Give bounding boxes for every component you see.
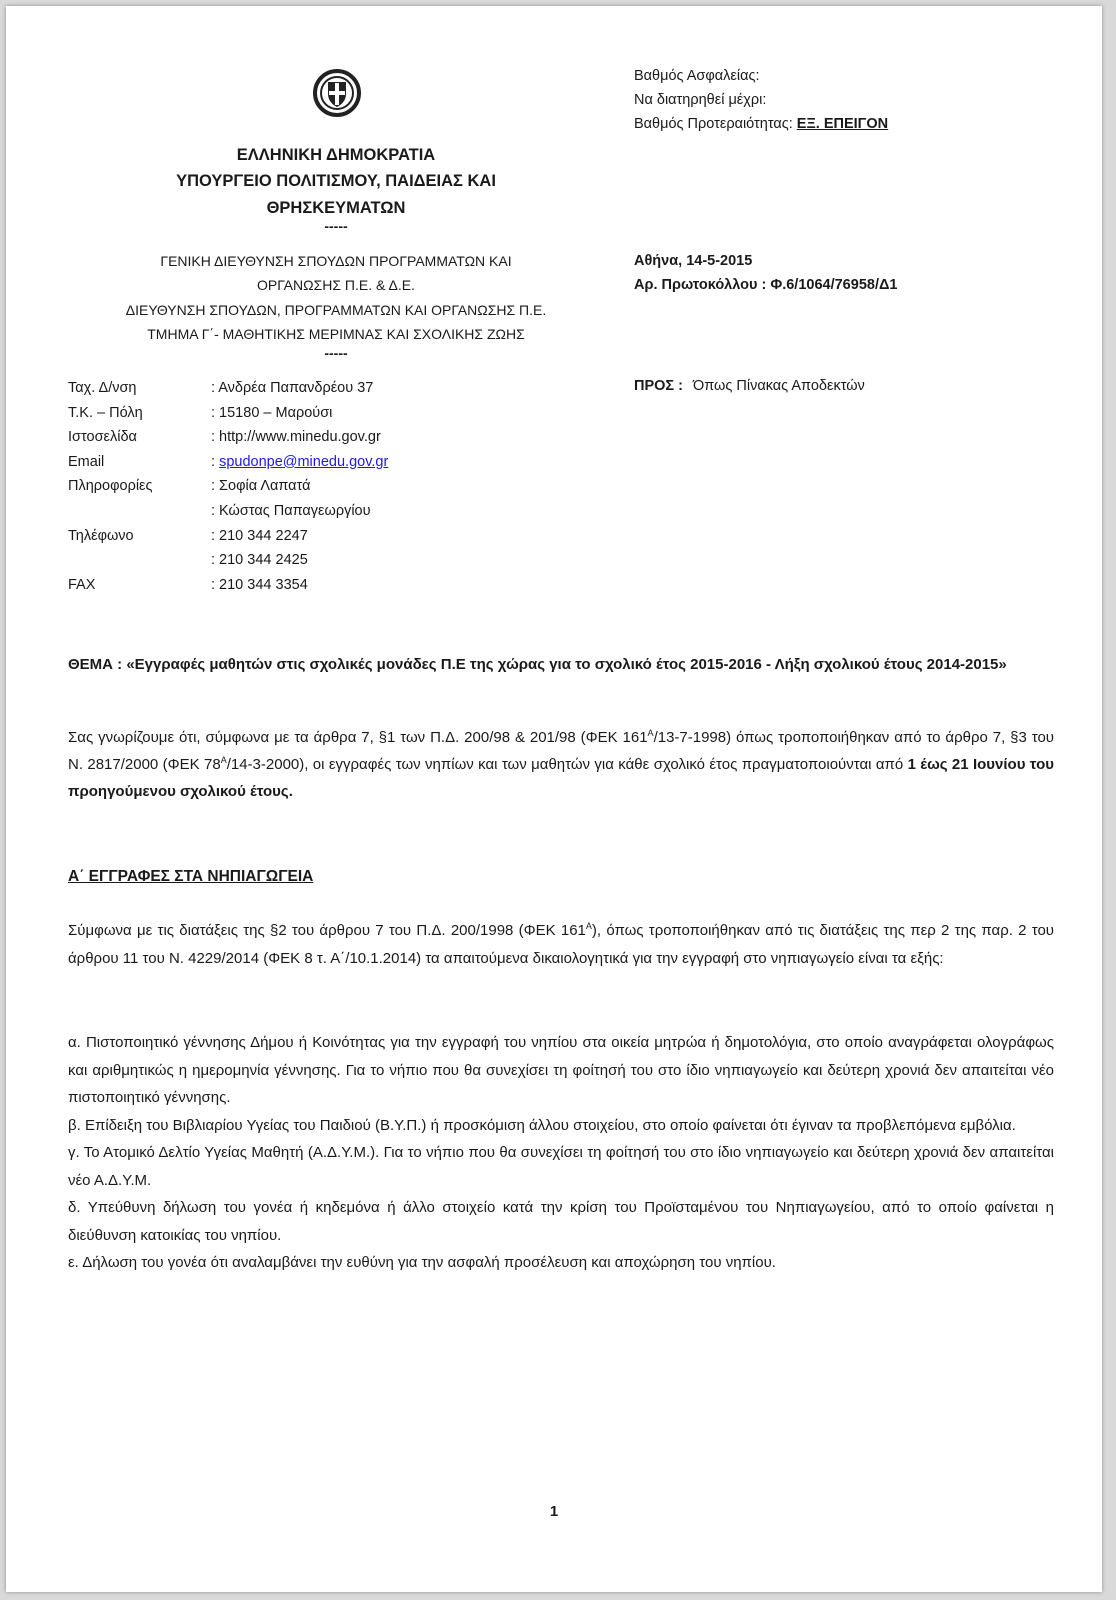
contact-label: Ταχ. Δ/νση bbox=[68, 380, 137, 396]
list-item: δ. Υπεύθυνη δήλωση του γονέα ή κηδεμόνα ή άλλο στοιχείο κατά την κρίση του Προϊσταμένου του Νηπιαγωγείου, από το οποίο φαίνεται η διεύθυνση κατοικίας του νηπίου. bbox=[68, 1199, 1054, 1244]
email-prefix: : bbox=[211, 453, 220, 470]
contact-row bbox=[68, 524, 388, 549]
org-line-1: ΕΛΛΗΝΙΚΗ ΔΗΜΟΚΡΑΤΙΑ bbox=[236, 146, 436, 164]
intro-bold-dates: 1 έως 21 Ιουνίου του προηγούμενου σχολικού έτους. bbox=[68, 756, 1054, 800]
separator-1: ----- bbox=[324, 218, 348, 234]
org-line-3: ΘΡΗΣΚΕΥΜΑΤΩΝ bbox=[266, 199, 406, 217]
requirements-list bbox=[68, 1029, 1054, 1277]
contact-label: Email bbox=[68, 453, 105, 470]
priority-label: Βαθμός Προτεραιότητας: bbox=[634, 116, 793, 132]
section-intro-text: Σύμφωνα με τις διατάξεις της §2 του άρθρου 7 του Π.Δ. 200/1998 (ΦΕΚ 161 bbox=[68, 922, 586, 939]
separator-2: ----- bbox=[324, 345, 348, 361]
email-link[interactable]: spudonpe@minedu.gov.gr bbox=[219, 453, 389, 470]
date: Αθήνα, 14-5-2015 bbox=[634, 253, 753, 269]
list-item: α. Πιστοποιητικό γέννησης Δήμου ή Κοινότητας για την εγγραφή του νηπίου στα οικεία μητρώα ή δημοτολόγια, στο οποίο αναγράφεται ολογράφως και αριθμητικώς η ημερομηνία γέννησης. Για το νήπιο που θα συνεχίσει τη φοίτησή του στο ίδιο νηπιαγωγείο και δεύτερη χρονιά δεν απαιτείται νέο πιστοποιητικό γέννησης. bbox=[68, 1034, 1054, 1106]
intro-text: /13-7-1998) όπως τροποποιήθηκαν από το άρθρο 7, §3 του Ν. 2817/2000 (ΦΕΚ 78 bbox=[68, 729, 1054, 773]
dept-line-2: ΟΡΓΑΝΩΣΗΣ Π.Ε. & Δ.Ε. bbox=[257, 277, 415, 293]
subject: ΘΕΜΑ : «Εγγραφές μαθητών στις σχολικές μονάδες Π.Ε της χώρας για το σχολικό έτος 2015-2016 - Λήξη σχολικού έτους 2014-2015» bbox=[68, 656, 1007, 673]
superscript: Α bbox=[647, 728, 654, 738]
contact-value: : 210 344 2247 bbox=[211, 527, 308, 544]
list-item: β. Επίδειξη του Βιβλιαρίου Υγείας του Παιδιού (Β.Υ.Π.) ή προσκόμιση άλλου στοιχείου, στο οποίο φαίνεται ότι έγιναν τα προβλεπόμενα εμβόλια. bbox=[68, 1116, 1016, 1134]
contact-label: FAX bbox=[68, 576, 96, 593]
contact-row bbox=[68, 548, 388, 573]
dept-line-1: ΓΕΝΙΚΗ ΔΙΕΥΘΥΝΣΗ ΣΠΟΥΔΩΝ ΠΡΟΓΡΑΜΜΑΤΩΝ ΚΑΙ bbox=[160, 253, 512, 269]
protocol-label: Αρ. Πρωτοκόλλου : bbox=[634, 277, 767, 293]
superscript: Α bbox=[220, 755, 227, 765]
contact-label: Ιστοσελίδα bbox=[68, 429, 137, 446]
section-intro-text: ), όπως τροποποιήθηκαν από τις διατάξεις της περ 2 της παρ. 2 του άρθρου 11 του Ν. 4229/2014 (ΦΕΚ 8 τ. Α΄/10.1.2014) τα απαιτούμενα δικαιολογητικά για την εγγραφή στο νηπιαγωγείο είναι τα εξής: bbox=[68, 922, 1054, 967]
superscript: Α bbox=[585, 921, 592, 931]
greek-emblem-icon bbox=[312, 68, 362, 118]
priority-line bbox=[634, 112, 888, 136]
list-item: γ. Το Ατομικό Δελτίο Υγείας Μαθητή (Α.Δ.Υ.Μ.). Για το νήπιο που θα συνεχίσει τη φοίτησή του στο ίδιο νηπιαγωγείο και δεύτερη χρονιά δεν απαιτείται νέο Α.Δ.Υ.Μ. bbox=[68, 1144, 1054, 1189]
contact-label: Τ.Κ. – Πόλη bbox=[68, 404, 143, 421]
meta-block bbox=[634, 249, 897, 297]
contact-value: : 15180 – Μαρούσι bbox=[211, 404, 333, 421]
contact-label: Τηλέφωνο bbox=[68, 527, 134, 544]
section-intro-paragraph bbox=[68, 917, 1054, 972]
contact-table bbox=[68, 376, 388, 597]
contact-row bbox=[68, 474, 388, 499]
recipient-line bbox=[634, 374, 865, 398]
contact-row bbox=[68, 376, 388, 401]
contact-row bbox=[68, 450, 388, 475]
retention-label: Να διατηρηθεί μέχρι: bbox=[634, 92, 767, 108]
to-label: ΠΡΟΣ : bbox=[634, 378, 683, 394]
contact-row bbox=[68, 425, 388, 450]
intro-text: Σας γνωρίζουμε ότι, σύμφωνα με τα άρθρα 7, §1 των Π.Δ. 200/98 & 201/98 (ΦΕΚ 161 bbox=[68, 729, 648, 746]
intro-paragraph bbox=[68, 724, 1054, 805]
dept-line-4: ΤΜΗΜΑ Γ΄- ΜΑΘΗΤΙΚΗΣ ΜΕΡΙΜΝΑΣ ΚΑΙ ΣΧΟΛΙΚΗΣ ΖΩΗΣ bbox=[147, 326, 525, 342]
contact-label bbox=[68, 548, 211, 573]
contact-value: : 210 344 2425 bbox=[211, 552, 308, 569]
contact-value: : 210 344 3354 bbox=[211, 576, 308, 593]
contact-row bbox=[68, 499, 388, 524]
org-line-2: ΥΠΟΥΡΓΕΙΟ ΠΟΛΙΤΙΣΜΟΥ, ΠΑΙΔΕΙΑΣ ΚΑΙ bbox=[176, 172, 496, 190]
contact-label bbox=[68, 499, 211, 524]
to-value: Όπως Πίνακας Αποδεκτών bbox=[693, 378, 865, 394]
contact-value: : Σοφία Λαπατά bbox=[211, 478, 311, 495]
contact-row bbox=[68, 573, 388, 598]
protocol-value: Φ.6/1064/76958/Δ1 bbox=[770, 277, 898, 293]
contact-value: : Ανδρέα Παπανδρέου 37 bbox=[211, 380, 374, 396]
section-heading: Α΄ ΕΓΓΡΑΦΕΣ ΣΤΑ ΝΗΠΙΑΓΩΓΕΙΑ bbox=[68, 868, 314, 885]
document-page bbox=[6, 6, 1102, 1592]
security-label: Βαθμός Ασφαλείας: bbox=[634, 68, 760, 84]
protocol-line bbox=[634, 273, 897, 297]
dept-line-3: ΔΙΕΥΘΥΝΣΗ ΣΠΟΥΔΩΝ, ΠΡΟΓΡΑΜΜΑΤΩΝ ΚΑΙ ΟΡΓΑΝΩΣΗΣ Π.Ε. bbox=[125, 302, 547, 318]
contact-value: : Κώστας Παπαγεωργίου bbox=[211, 502, 371, 519]
page-number: 1 bbox=[549, 1503, 559, 1520]
priority-value: ΕΞ. ΕΠΕΙΓΟΝ bbox=[796, 116, 889, 132]
list-item: ε. Δήλωση του γονέα ότι αναλαμβάνει την ευθύνη για την ασφαλή προσέλευση και αποχώρηση του νηπίου. bbox=[68, 1254, 776, 1271]
contact-row bbox=[68, 401, 388, 426]
intro-text: /14-3-2000), οι εγγραφές των νηπίων και των μαθητών για κάθε σχολικό έτος πραγματοποιούνται από bbox=[226, 756, 908, 773]
classification-block bbox=[634, 64, 888, 136]
website-value: : http://www.minedu.gov.gr bbox=[211, 429, 381, 446]
contact-label: Πληροφορίες bbox=[68, 478, 153, 495]
